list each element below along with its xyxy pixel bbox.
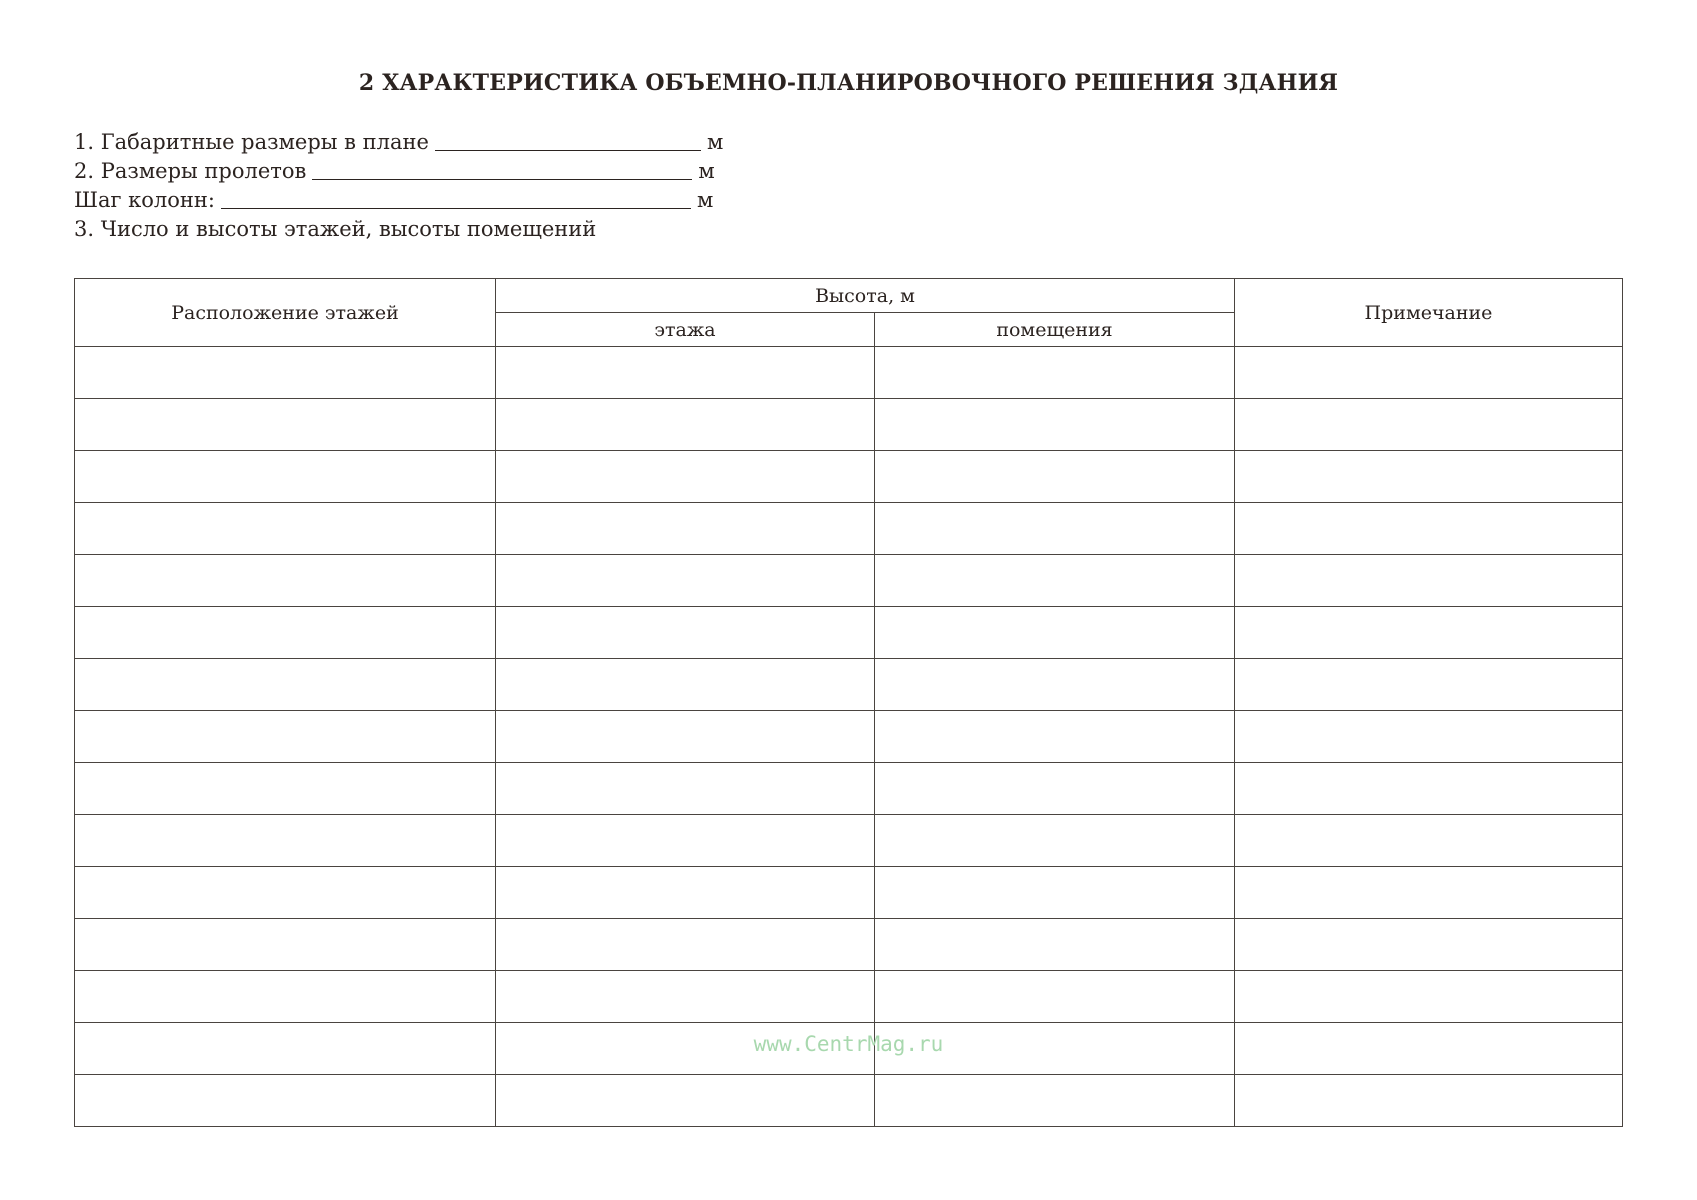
cell-note[interactable] [1235,607,1623,659]
field-label: 2. Размеры пролетов [74,159,307,183]
document-title: 2 ХАРАКТЕРИСТИКА ОБЪЕМНО-ПЛАНИРОВОЧНОГО РЕШЕНИЯ ЗДАНИЯ [358,70,1339,96]
cell-height-room[interactable] [875,867,1235,919]
header-height-room: помещения [875,313,1235,347]
table-row [75,1075,1623,1127]
cell-height-floor[interactable] [496,1075,875,1127]
cell-floor-location[interactable] [75,971,496,1023]
cell-height-floor[interactable] [496,451,875,503]
building-parameters [74,128,874,244]
cell-height-room[interactable] [875,711,1235,763]
cell-floor-location[interactable] [75,763,496,815]
cell-note[interactable] [1235,815,1623,867]
field-unit: м [698,159,715,183]
cell-height-floor[interactable] [496,867,875,919]
table-row [75,763,1623,815]
cell-height-floor[interactable] [496,971,875,1023]
cell-height-floor[interactable] [496,503,875,555]
cell-height-room[interactable] [875,1075,1235,1127]
cell-note[interactable] [1235,347,1623,399]
cell-height-room[interactable] [875,399,1235,451]
table-row [75,919,1623,971]
table-row [75,399,1623,451]
cell-height-floor[interactable] [496,555,875,607]
cell-floor-location[interactable] [75,867,496,919]
field-label: Шаг колонн: [74,188,215,212]
cell-height-floor[interactable] [496,815,875,867]
table-row [75,1023,1623,1075]
cell-height-floor[interactable] [496,919,875,971]
cell-height-room[interactable] [875,347,1235,399]
cell-height-room[interactable] [875,815,1235,867]
fill-in-line[interactable] [221,189,691,209]
cell-height-room[interactable] [875,503,1235,555]
table-row [75,555,1623,607]
cell-note[interactable] [1235,555,1623,607]
header-height-floor: этажа [496,313,875,347]
cell-height-floor[interactable] [496,763,875,815]
table-row [75,971,1623,1023]
cell-height-room[interactable] [875,1023,1235,1075]
fill-in-line[interactable] [435,131,701,151]
table-row [75,659,1623,711]
fill-in-line[interactable] [312,160,692,180]
table-body [75,347,1623,1127]
cell-height-room[interactable] [875,763,1235,815]
cell-note[interactable] [1235,659,1623,711]
floors-table [74,278,1623,1127]
cell-height-room[interactable] [875,971,1235,1023]
header-height-group: Высота, м [496,279,1235,313]
cell-floor-location[interactable] [75,659,496,711]
cell-floor-location[interactable] [75,711,496,763]
cell-note[interactable] [1235,1075,1623,1127]
field-label: 1. Габаритные размеры в плане [74,130,429,154]
field-overall-dimensions [74,128,874,157]
cell-height-room[interactable] [875,451,1235,503]
cell-floor-location[interactable] [75,347,496,399]
cell-height-floor[interactable] [496,347,875,399]
section-3-heading [74,215,874,244]
cell-floor-location[interactable] [75,503,496,555]
cell-note[interactable] [1235,711,1623,763]
table-row [75,347,1623,399]
field-column-step [74,186,874,215]
cell-height-room[interactable] [875,607,1235,659]
cell-floor-location[interactable] [75,555,496,607]
section-3-label: 3. Число и высоты этажей, высоты помещений [74,217,597,241]
cell-note[interactable] [1235,763,1623,815]
table-row [75,451,1623,503]
table-row [75,607,1623,659]
cell-note[interactable] [1235,919,1623,971]
cell-height-room[interactable] [875,555,1235,607]
cell-height-floor[interactable] [496,1023,875,1075]
cell-height-room[interactable] [875,919,1235,971]
cell-note[interactable] [1235,971,1623,1023]
cell-note[interactable] [1235,399,1623,451]
cell-height-floor[interactable] [496,711,875,763]
field-unit: м [696,188,714,212]
cell-height-floor[interactable] [496,659,875,711]
cell-note[interactable] [1235,503,1623,555]
cell-floor-location[interactable] [75,399,496,451]
cell-note[interactable] [1235,451,1623,503]
table-row [75,867,1623,919]
watermark: www.CentrMag.ru [753,1032,944,1056]
cell-note[interactable] [1235,867,1623,919]
cell-floor-location[interactable] [75,451,496,503]
table-row [75,815,1623,867]
header-floor-location: Расположение этажей [75,279,496,347]
field-unit: м [706,130,724,154]
cell-floor-location[interactable] [75,815,496,867]
cell-note[interactable] [1235,1023,1623,1075]
cell-floor-location[interactable] [75,919,496,971]
cell-floor-location[interactable] [75,607,496,659]
header-note: Примечание [1235,279,1623,347]
cell-height-floor[interactable] [496,399,875,451]
field-span-sizes [74,157,874,186]
cell-floor-location[interactable] [75,1075,496,1127]
cell-height-floor[interactable] [496,607,875,659]
table-row [75,711,1623,763]
table-row [75,503,1623,555]
cell-floor-location[interactable] [75,1023,496,1075]
cell-height-room[interactable] [875,659,1235,711]
